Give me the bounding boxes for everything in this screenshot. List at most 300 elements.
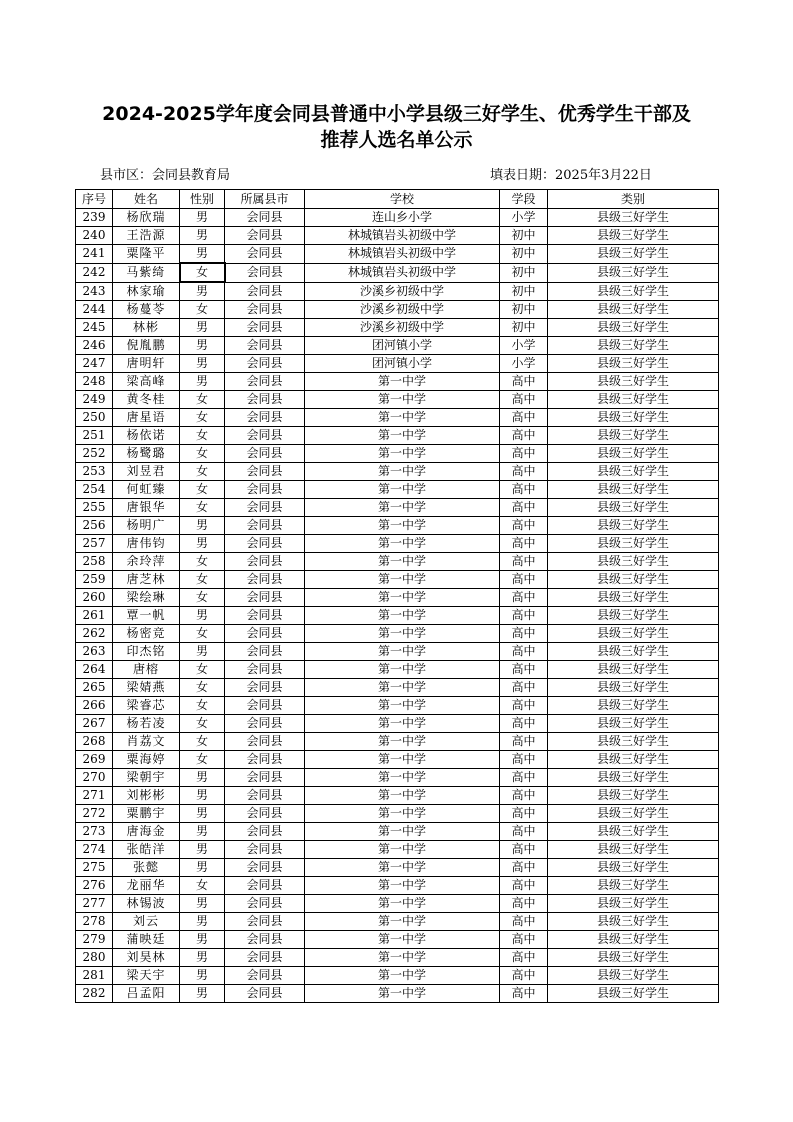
table-row — [76, 733, 719, 751]
cell-county: 会同县 — [225, 499, 305, 517]
cell-stage: 高中 — [500, 949, 548, 967]
cell-county: 会同县 — [225, 967, 305, 985]
cell-gender: 男 — [180, 607, 225, 625]
cell-index: 257 — [76, 535, 113, 553]
cell-county: 会同县 — [225, 319, 305, 337]
cell-county: 会同县 — [225, 301, 305, 319]
table-row — [76, 463, 719, 481]
cell-county: 会同县 — [225, 949, 305, 967]
cell-stage: 高中 — [500, 895, 548, 913]
cell-category: 县级三好学生 — [548, 553, 719, 571]
cell-gender: 男 — [180, 517, 225, 535]
cell-category: 县级三好学生 — [548, 985, 719, 1003]
cell-index: 249 — [76, 391, 113, 409]
cell-index: 247 — [76, 355, 113, 373]
cell-stage: 高中 — [500, 769, 548, 787]
cell-county: 会同县 — [225, 877, 305, 895]
cell-gender: 男 — [180, 227, 225, 245]
cell-gender: 女 — [180, 733, 225, 751]
cell-stage: 小学 — [500, 337, 548, 355]
cell-name: 肖荔文 — [113, 733, 180, 751]
cell-stage: 高中 — [500, 859, 548, 877]
cell-school: 团河镇小学 — [305, 355, 500, 373]
cell-school: 第一中学 — [305, 499, 500, 517]
table-row — [76, 209, 719, 227]
cell-stage: 初中 — [500, 245, 548, 264]
cell-stage: 高中 — [500, 535, 548, 553]
cell-index: 250 — [76, 409, 113, 427]
cell-school: 林城镇岩头初级中学 — [305, 263, 500, 282]
cell-category: 县级三好学生 — [548, 227, 719, 245]
table-row — [76, 607, 719, 625]
header-stage: 学段 — [500, 190, 548, 209]
cell-school: 第一中学 — [305, 769, 500, 787]
table-row — [76, 823, 719, 841]
cell-school: 林城镇岩头初级中学 — [305, 227, 500, 245]
cell-index: 266 — [76, 697, 113, 715]
cell-school: 第一中学 — [305, 445, 500, 463]
cell-category: 县级三好学生 — [548, 337, 719, 355]
table-row — [76, 913, 719, 931]
cell-gender: 男 — [180, 643, 225, 661]
cell-stage: 高中 — [500, 571, 548, 589]
cell-category: 县级三好学生 — [548, 895, 719, 913]
cell-gender: 女 — [180, 877, 225, 895]
page-title: 2024-2025学年度会同县普通中小学县级三好学生、优秀学生干部及 — [102, 103, 691, 125]
cell-name: 张懿 — [113, 859, 180, 877]
table-row — [76, 301, 719, 319]
cell-name: 粟海婷 — [113, 751, 180, 769]
cell-stage: 高中 — [500, 877, 548, 895]
cell-index: 271 — [76, 787, 113, 805]
cell-gender: 女 — [180, 697, 225, 715]
cell-county: 会同县 — [225, 245, 305, 264]
cell-school: 第一中学 — [305, 967, 500, 985]
cell-school: 第一中学 — [305, 391, 500, 409]
cell-school: 第一中学 — [305, 877, 500, 895]
cell-index: 260 — [76, 589, 113, 607]
cell-name: 马紫绮 — [113, 263, 180, 282]
cell-name: 杨密竞 — [113, 625, 180, 643]
cell-stage: 高中 — [500, 751, 548, 769]
header-county: 所属县市 — [225, 190, 305, 209]
cell-county: 会同县 — [225, 625, 305, 643]
cell-county: 会同县 — [225, 751, 305, 769]
table-row — [76, 769, 719, 787]
cell-category: 县级三好学生 — [548, 697, 719, 715]
cell-name: 林锡波 — [113, 895, 180, 913]
table-row — [76, 625, 719, 643]
cell-category: 县级三好学生 — [548, 301, 719, 319]
cell-school: 团河镇小学 — [305, 337, 500, 355]
header-category: 类别 — [548, 190, 719, 209]
table-row — [76, 355, 719, 373]
cell-index: 246 — [76, 337, 113, 355]
cell-school: 第一中学 — [305, 949, 500, 967]
table-body — [76, 209, 719, 1003]
cell-gender: 男 — [180, 949, 225, 967]
page-subtitle: 推荐人选名单公示 — [320, 129, 473, 151]
cell-category: 县级三好学生 — [548, 877, 719, 895]
cell-stage: 高中 — [500, 445, 548, 463]
table-row — [76, 661, 719, 679]
cell-stage: 高中 — [500, 931, 548, 949]
cell-stage: 高中 — [500, 661, 548, 679]
cell-stage: 高中 — [500, 715, 548, 733]
table-row — [76, 967, 719, 985]
cell-gender: 男 — [180, 985, 225, 1003]
cell-school: 第一中学 — [305, 697, 500, 715]
cell-gender: 女 — [180, 409, 225, 427]
cell-gender: 男 — [180, 769, 225, 787]
cell-school: 第一中学 — [305, 571, 500, 589]
cell-category: 县级三好学生 — [548, 787, 719, 805]
cell-gender: 男 — [180, 913, 225, 931]
cell-county: 会同县 — [225, 427, 305, 445]
cell-name: 杨若凌 — [113, 715, 180, 733]
table-row — [76, 697, 719, 715]
cell-stage: 初中 — [500, 227, 548, 245]
cell-category: 县级三好学生 — [548, 463, 719, 481]
cell-name: 杨明广 — [113, 517, 180, 535]
cell-gender: 男 — [180, 535, 225, 553]
cell-gender: 男 — [180, 967, 225, 985]
cell-gender: 女 — [180, 445, 225, 463]
cell-county: 会同县 — [225, 787, 305, 805]
cell-school: 第一中学 — [305, 427, 500, 445]
cell-gender: 男 — [180, 319, 225, 337]
cell-school: 第一中学 — [305, 805, 500, 823]
table-row — [76, 481, 719, 499]
cell-gender: 女 — [180, 571, 225, 589]
table-row — [76, 589, 719, 607]
cell-category: 县级三好学生 — [548, 373, 719, 391]
date-label: 填表日期：2025年3月22日 — [490, 168, 652, 183]
cell-stage: 初中 — [500, 263, 548, 282]
cell-school: 第一中学 — [305, 625, 500, 643]
cell-index: 254 — [76, 481, 113, 499]
cell-index: 268 — [76, 733, 113, 751]
table-row — [76, 895, 719, 913]
cell-name: 梁天宇 — [113, 967, 180, 985]
cell-name: 梁婧燕 — [113, 679, 180, 697]
cell-name: 唐榕 — [113, 661, 180, 679]
table-row — [76, 985, 719, 1003]
header-school: 学校 — [305, 190, 500, 209]
cell-stage: 高中 — [500, 607, 548, 625]
cell-county: 会同县 — [225, 769, 305, 787]
cell-index: 239 — [76, 209, 113, 227]
table-row — [76, 787, 719, 805]
cell-county: 会同县 — [225, 209, 305, 227]
cell-county: 会同县 — [225, 895, 305, 913]
table-row — [76, 245, 719, 264]
cell-category: 县级三好学生 — [548, 517, 719, 535]
cell-gender: 女 — [180, 263, 225, 282]
cell-gender: 男 — [180, 209, 225, 227]
cell-county: 会同县 — [225, 643, 305, 661]
cell-county: 会同县 — [225, 931, 305, 949]
cell-category: 县级三好学生 — [548, 282, 719, 301]
cell-name: 梁绘琳 — [113, 589, 180, 607]
cell-index: 261 — [76, 607, 113, 625]
cell-gender: 女 — [180, 589, 225, 607]
cell-category: 县级三好学生 — [548, 427, 719, 445]
cell-index: 253 — [76, 463, 113, 481]
cell-stage: 初中 — [500, 282, 548, 301]
table-row — [76, 841, 719, 859]
cell-stage: 高中 — [500, 697, 548, 715]
cell-school: 第一中学 — [305, 553, 500, 571]
cell-county: 会同县 — [225, 445, 305, 463]
table-row — [76, 499, 719, 517]
cell-category: 县级三好学生 — [548, 931, 719, 949]
table-row — [76, 427, 719, 445]
cell-name: 余玲萍 — [113, 553, 180, 571]
cell-school: 第一中学 — [305, 913, 500, 931]
cell-index: 255 — [76, 499, 113, 517]
table-row — [76, 553, 719, 571]
cell-name: 粟隆平 — [113, 245, 180, 264]
table-row — [76, 373, 719, 391]
cell-index: 256 — [76, 517, 113, 535]
table-row — [76, 282, 719, 301]
cell-county: 会同县 — [225, 409, 305, 427]
cell-category: 县级三好学生 — [548, 679, 719, 697]
cell-category: 县级三好学生 — [548, 769, 719, 787]
table-row — [76, 949, 719, 967]
cell-gender: 男 — [180, 787, 225, 805]
table-row — [76, 319, 719, 337]
cell-gender: 女 — [180, 661, 225, 679]
cell-school: 沙溪乡初级中学 — [305, 301, 500, 319]
cell-gender: 女 — [180, 679, 225, 697]
cell-stage: 高中 — [500, 733, 548, 751]
cell-category: 县级三好学生 — [548, 355, 719, 373]
cell-index: 241 — [76, 245, 113, 264]
cell-name: 杨鹭璐 — [113, 445, 180, 463]
cell-stage: 高中 — [500, 787, 548, 805]
cell-name: 林彬 — [113, 319, 180, 337]
cell-name: 刘昊林 — [113, 949, 180, 967]
cell-gender: 女 — [180, 715, 225, 733]
cell-school: 第一中学 — [305, 373, 500, 391]
cell-stage: 高中 — [500, 499, 548, 517]
cell-school: 第一中学 — [305, 787, 500, 805]
cell-index: 279 — [76, 931, 113, 949]
cell-county: 会同县 — [225, 263, 305, 282]
cell-county: 会同县 — [225, 373, 305, 391]
cell-stage: 高中 — [500, 643, 548, 661]
cell-gender: 女 — [180, 391, 225, 409]
cell-index: 248 — [76, 373, 113, 391]
cell-index: 274 — [76, 841, 113, 859]
cell-stage: 初中 — [500, 301, 548, 319]
cell-index: 265 — [76, 679, 113, 697]
cell-index: 240 — [76, 227, 113, 245]
cell-stage: 高中 — [500, 823, 548, 841]
cell-county: 会同县 — [225, 859, 305, 877]
cell-county: 会同县 — [225, 913, 305, 931]
cell-county: 会同县 — [225, 517, 305, 535]
cell-stage: 高中 — [500, 481, 548, 499]
cell-index: 276 — [76, 877, 113, 895]
cell-school: 第一中学 — [305, 841, 500, 859]
cell-category: 县级三好学生 — [548, 715, 719, 733]
cell-name: 唐银华 — [113, 499, 180, 517]
cell-stage: 高中 — [500, 517, 548, 535]
cell-school: 第一中学 — [305, 517, 500, 535]
cell-category: 县级三好学生 — [548, 589, 719, 607]
table-row — [76, 263, 719, 282]
cell-index: 273 — [76, 823, 113, 841]
table-row — [76, 751, 719, 769]
cell-category: 县级三好学生 — [548, 535, 719, 553]
cell-name: 张皓洋 — [113, 841, 180, 859]
table-row — [76, 805, 719, 823]
cell-name: 粟鹏宇 — [113, 805, 180, 823]
cell-stage: 高中 — [500, 463, 548, 481]
cell-stage: 高中 — [500, 805, 548, 823]
cell-stage: 初中 — [500, 319, 548, 337]
table-row — [76, 571, 719, 589]
cell-category: 县级三好学生 — [548, 445, 719, 463]
cell-school: 第一中学 — [305, 751, 500, 769]
cell-category: 县级三好学生 — [548, 607, 719, 625]
cell-county: 会同县 — [225, 679, 305, 697]
cell-category: 县级三好学生 — [548, 263, 719, 282]
table-row — [76, 391, 719, 409]
cell-county: 会同县 — [225, 571, 305, 589]
cell-school: 第一中学 — [305, 661, 500, 679]
cell-stage: 高中 — [500, 589, 548, 607]
cell-county: 会同县 — [225, 553, 305, 571]
cell-name: 刘云 — [113, 913, 180, 931]
cell-index: 267 — [76, 715, 113, 733]
cell-gender: 女 — [180, 463, 225, 481]
cell-school: 第一中学 — [305, 463, 500, 481]
cell-name: 覃一帆 — [113, 607, 180, 625]
cell-school: 连山乡小学 — [305, 209, 500, 227]
cell-stage: 高中 — [500, 391, 548, 409]
cell-name: 黄冬桂 — [113, 391, 180, 409]
cell-category: 县级三好学生 — [548, 499, 719, 517]
cell-index: 282 — [76, 985, 113, 1003]
cell-category: 县级三好学生 — [548, 319, 719, 337]
cell-gender: 女 — [180, 499, 225, 517]
cell-county: 会同县 — [225, 805, 305, 823]
cell-index: 252 — [76, 445, 113, 463]
cell-gender: 男 — [180, 859, 225, 877]
cell-school: 第一中学 — [305, 715, 500, 733]
cell-index: 243 — [76, 282, 113, 301]
cell-category: 县级三好学生 — [548, 733, 719, 751]
cell-gender: 男 — [180, 337, 225, 355]
cell-gender: 女 — [180, 427, 225, 445]
cell-county: 会同县 — [225, 355, 305, 373]
cell-name: 倪胤鹏 — [113, 337, 180, 355]
cell-school: 第一中学 — [305, 895, 500, 913]
cell-category: 县级三好学生 — [548, 571, 719, 589]
cell-category: 县级三好学生 — [548, 967, 719, 985]
cell-category: 县级三好学生 — [548, 841, 719, 859]
table-header-row — [76, 190, 719, 209]
cell-county: 会同县 — [225, 282, 305, 301]
cell-category: 县级三好学生 — [548, 661, 719, 679]
cell-category: 县级三好学生 — [548, 481, 719, 499]
cell-stage: 高中 — [500, 913, 548, 931]
cell-name: 梁睿芯 — [113, 697, 180, 715]
cell-county: 会同县 — [225, 463, 305, 481]
cell-gender: 男 — [180, 373, 225, 391]
cell-category: 县级三好学生 — [548, 409, 719, 427]
county-label: 县市区：会同县教育局 — [100, 168, 231, 183]
cell-gender: 男 — [180, 823, 225, 841]
cell-school: 第一中学 — [305, 859, 500, 877]
header-gender: 性别 — [180, 190, 225, 209]
cell-index: 278 — [76, 913, 113, 931]
cell-county: 会同县 — [225, 589, 305, 607]
cell-stage: 高中 — [500, 841, 548, 859]
cell-index: 264 — [76, 661, 113, 679]
cell-index: 281 — [76, 967, 113, 985]
cell-gender: 女 — [180, 301, 225, 319]
cell-school: 第一中学 — [305, 931, 500, 949]
cell-name: 吕孟阳 — [113, 985, 180, 1003]
cell-gender: 女 — [180, 751, 225, 769]
cell-school: 沙溪乡初级中学 — [305, 282, 500, 301]
cell-category: 县级三好学生 — [548, 751, 719, 769]
table-row — [76, 715, 719, 733]
cell-index: 275 — [76, 859, 113, 877]
cell-index: 277 — [76, 895, 113, 913]
cell-name: 龙丽华 — [113, 877, 180, 895]
cell-county: 会同县 — [225, 841, 305, 859]
cell-school: 第一中学 — [305, 607, 500, 625]
cell-category: 县级三好学生 — [548, 949, 719, 967]
table-row — [76, 535, 719, 553]
cell-stage: 高中 — [500, 427, 548, 445]
cell-name: 蒲映廷 — [113, 931, 180, 949]
cell-stage: 高中 — [500, 409, 548, 427]
cell-index: 263 — [76, 643, 113, 661]
cell-category: 县级三好学生 — [548, 643, 719, 661]
cell-school: 沙溪乡初级中学 — [305, 319, 500, 337]
cell-stage: 小学 — [500, 209, 548, 227]
cell-stage: 高中 — [500, 553, 548, 571]
cell-school: 第一中学 — [305, 733, 500, 751]
cell-category: 县级三好学生 — [548, 245, 719, 264]
cell-school: 第一中学 — [305, 985, 500, 1003]
cell-county: 会同县 — [225, 823, 305, 841]
cell-index: 258 — [76, 553, 113, 571]
cell-name: 杨依诺 — [113, 427, 180, 445]
cell-county: 会同县 — [225, 985, 305, 1003]
cell-name: 刘彬彬 — [113, 787, 180, 805]
cell-index: 242 — [76, 263, 113, 282]
cell-gender: 女 — [180, 481, 225, 499]
header-name: 姓名 — [113, 190, 180, 209]
cell-index: 251 — [76, 427, 113, 445]
cell-name: 梁高峰 — [113, 373, 180, 391]
cell-category: 县级三好学生 — [548, 823, 719, 841]
cell-category: 县级三好学生 — [548, 805, 719, 823]
table-row — [76, 859, 719, 877]
cell-stage: 高中 — [500, 625, 548, 643]
cell-gender: 男 — [180, 931, 225, 949]
cell-name: 唐星语 — [113, 409, 180, 427]
cell-county: 会同县 — [225, 697, 305, 715]
